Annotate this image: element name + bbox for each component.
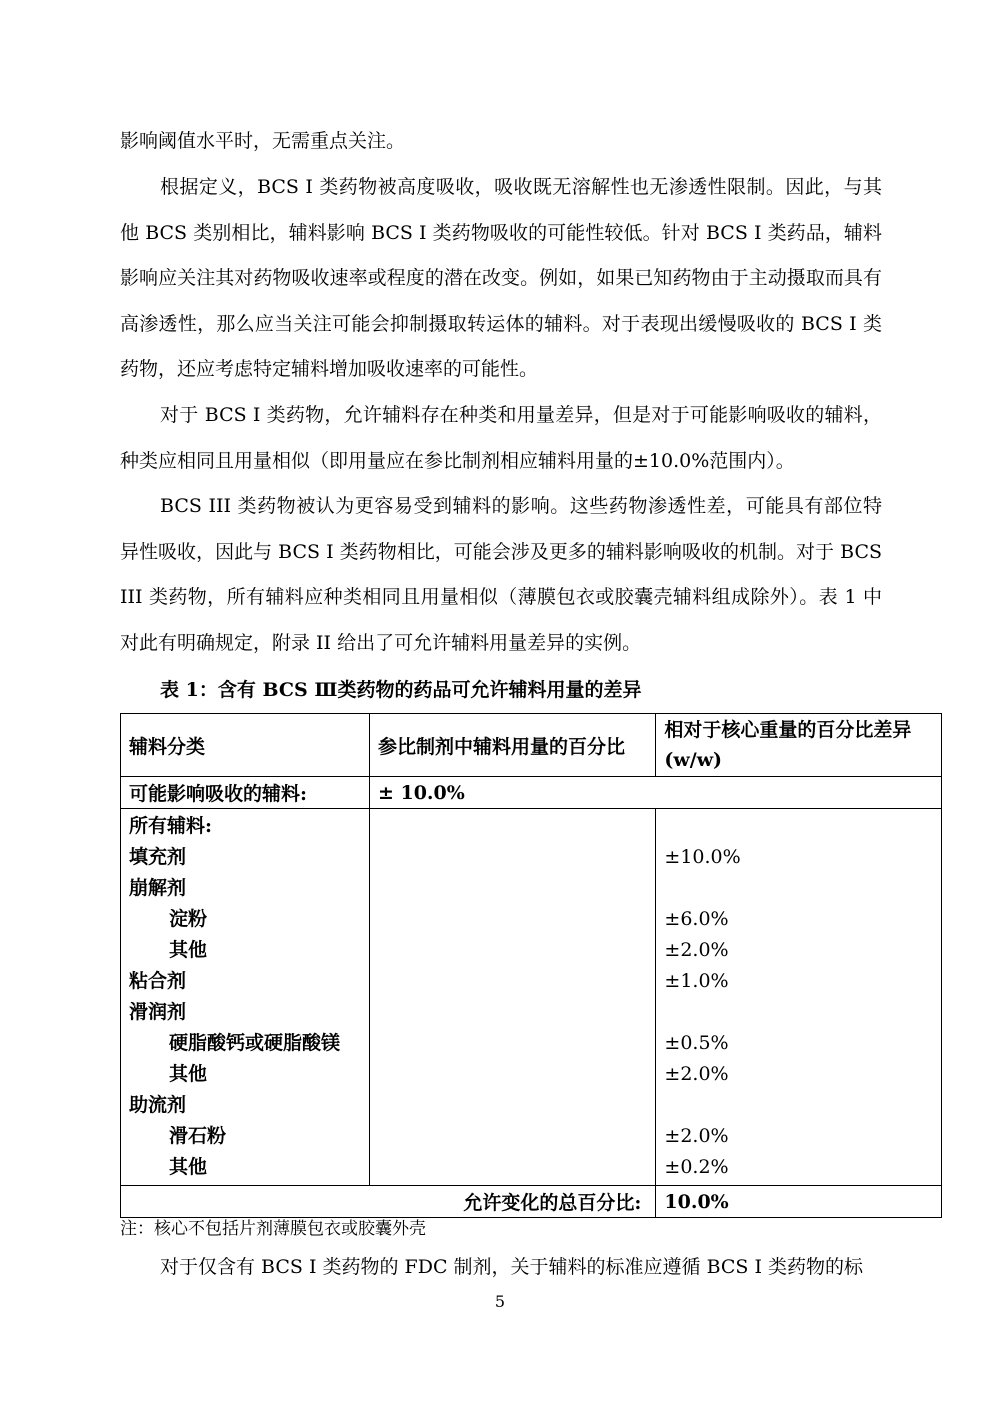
- value-spacer: [664, 811, 933, 842]
- excipient-label: 其他: [169, 1063, 208, 1085]
- header-reference-percent: 参比制剂中辅料用量的百分比: [369, 714, 655, 777]
- reference-percent-cell: [369, 809, 655, 1186]
- excipient-label: 填充剂: [129, 846, 187, 868]
- excipient-label: 滑润剂: [129, 1001, 187, 1023]
- excipient-label: 滑石粉: [169, 1125, 227, 1147]
- excipient-label-list: [121, 809, 370, 1186]
- header-difference: 相对于核心重量的百分比差异 (w/w): [656, 714, 942, 777]
- excipient-label: 淀粉: [169, 908, 208, 930]
- excipient-label: 粘合剂: [129, 970, 187, 992]
- excipient-value-list: [656, 809, 942, 1186]
- excipient-label: 其他: [169, 1156, 208, 1178]
- excipient-value: ±2.0%: [664, 1125, 729, 1147]
- excipient-value: ±0.2%: [664, 1156, 729, 1178]
- excipient-label: 其他: [169, 939, 208, 961]
- excipient-label: 助流剂: [129, 1094, 187, 1116]
- excipient-value: ±2.0%: [664, 1063, 729, 1085]
- total-value: 10.0%: [656, 1186, 942, 1218]
- page-number: 5: [494, 1292, 506, 1311]
- header-category: 辅料分类: [121, 714, 370, 777]
- total-label: 允许变化的总百分比:: [121, 1186, 656, 1218]
- absorption-label: 可能影响吸收的辅料:: [121, 777, 370, 809]
- paragraph-fdc: 对于仅含有 BCS I 类药物的 FDC 制剂，关于辅料的标准应遵循 BCS I 类药物的标: [160, 1256, 864, 1278]
- excipient-value: [664, 873, 933, 904]
- excipient-value: ±0.5%: [664, 1032, 729, 1054]
- excipient-value: ±6.0%: [664, 908, 729, 930]
- all-excipients-label: 所有辅料:: [129, 815, 213, 837]
- excipient-value: [664, 997, 933, 1028]
- excipient-value: [664, 1090, 933, 1121]
- absorption-value: ± 10.0%: [369, 777, 941, 809]
- paragraph-bcs-i-definition: 根据定义，BCS I 类药物被高度吸收，吸收既无溶解性也无渗透性限制。因此，与其他 BCS 类别相比，辅料影响 BCS I 类药物吸收的可能性较低。针对 BCS I 类药品，辅料影响应关注其对药物吸收速率或程度的潜在改变。例如，如果已知药物由于主动摄取而具有高渗透性，那么应当关注可能会抑制摄取转运体的辅料。对于表现出缓慢吸收的 BCS I 类药物，还应考虑特定辅料增加吸收速率的可能性。: [120, 176, 882, 381]
- paragraph-continuation: 影响阈值水平时，无需重点关注。: [120, 130, 406, 152]
- excipient-table: [120, 713, 942, 1218]
- table-row: [121, 809, 942, 1186]
- excipient-value: ±2.0%: [664, 939, 729, 961]
- excipient-label: 硬脂酸钙或硬脂酸镁: [169, 1032, 341, 1054]
- excipient-value: ±10.0%: [664, 846, 741, 868]
- paragraph-bcs-iii: BCS III 类药物被认为更容易受到辅料的影响。这些药物渗透性差，可能具有部位特异性吸收，因此与 BCS I 类药物相比，可能会涉及更多的辅料影响吸收的机制。对于 BCS III 类药物，所有辅料应种类相同且用量相似（薄膜包衣或胶囊壳辅料组成除外）。表 1 中对此有明确规定，附录 II 给出了可允许辅料用量差异的实例。: [120, 495, 882, 654]
- table-row: [121, 777, 942, 809]
- paragraph-bcs-i-excipients: 对于 BCS I 类药物，允许辅料存在种类和用量差异，但是对于可能影响吸收的辅料，种类应相同且用量相似（即用量应在参比制剂相应辅料用量的±10.0%范围内）。: [120, 404, 882, 472]
- excipient-value: ±1.0%: [664, 970, 729, 992]
- table-header-row: [121, 714, 942, 777]
- table-caption: 表 1：含有 BCS Ⅲ类药物的药品可允许辅料用量的差异: [160, 679, 642, 701]
- table-total-row: [121, 1186, 942, 1218]
- table-note: 注：核心不包括片剂薄膜包衣或胶囊外壳: [120, 1219, 426, 1239]
- excipient-label: 崩解剂: [129, 877, 187, 899]
